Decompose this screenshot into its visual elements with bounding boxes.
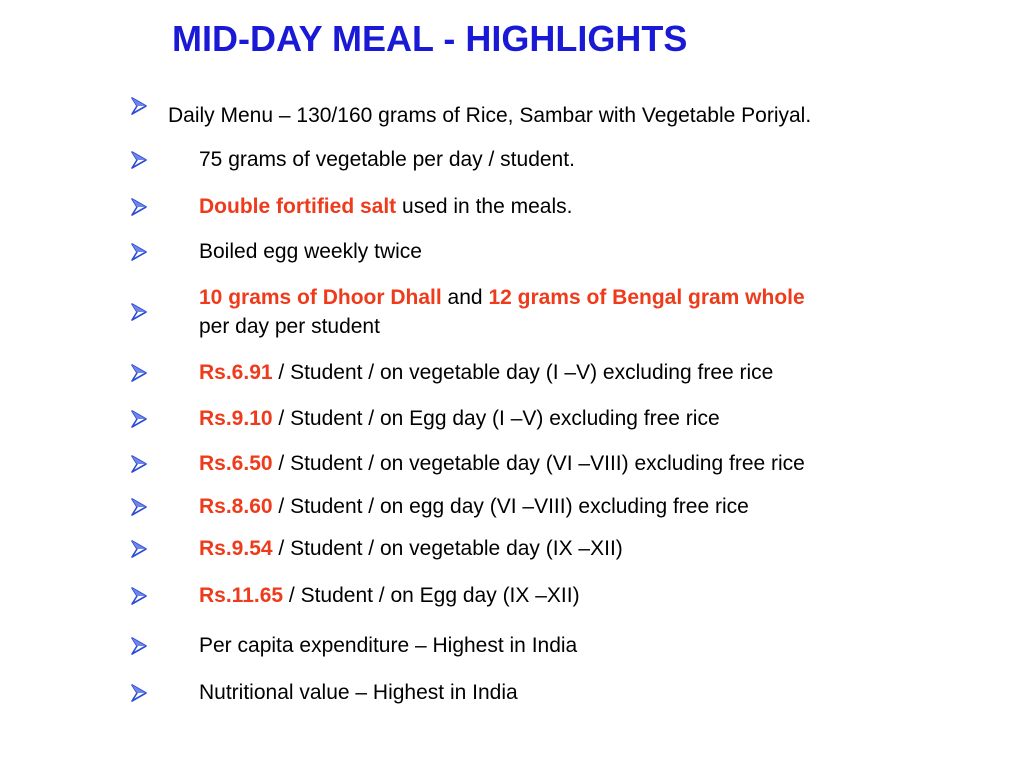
item-text: Nutritional value – Highest in India — [199, 681, 518, 704]
bullet-item — [199, 404, 720, 433]
highlight-text: Double fortified salt — [199, 195, 397, 218]
arrowhead-bullet-icon — [131, 364, 147, 382]
highlight-text: 10 grams of Dhoor Dhall — [199, 286, 442, 309]
arrowhead-bullet-icon — [131, 684, 147, 702]
item-text: / Student / on vegetable day (I –V) excluding free rice — [272, 361, 774, 384]
bullet-item — [168, 101, 811, 130]
item-text: / Student / on vegetable day (IX –XII) — [272, 537, 623, 560]
item-text: and — [441, 286, 489, 309]
item-text: used in the meals. — [396, 195, 573, 218]
arrowhead-bullet-icon — [131, 243, 147, 261]
item-text: / Student / on Egg day (IX –XII) — [283, 584, 580, 607]
bullet-item — [199, 631, 577, 660]
bullet-item — [199, 237, 422, 266]
bullet-item — [199, 145, 575, 174]
bullet-item — [199, 534, 623, 563]
highlight-text: Rs.9.54 — [199, 537, 273, 560]
arrowhead-bullet-icon — [131, 540, 147, 558]
arrowhead-bullet-icon — [131, 498, 147, 516]
item-text: / Student / on vegetable day (VI –VIII) excluding free rice — [272, 452, 805, 475]
arrowhead-bullet-icon — [131, 303, 147, 321]
highlight-text: Rs.9.10 — [199, 407, 273, 430]
bullet-item — [199, 283, 805, 341]
item-text: Daily Menu – 130/160 grams of Rice, Sambar with Vegetable Poriyal. — [168, 104, 812, 127]
bullet-item — [199, 192, 572, 221]
bullet-item — [199, 492, 749, 521]
arrowhead-bullet-icon — [131, 455, 147, 473]
item-text: / Student / on Egg day (I –V) excluding free rice — [272, 407, 720, 430]
item-text: 75 grams of vegetable per day / student. — [199, 148, 575, 171]
bullet-item — [199, 581, 580, 610]
arrowhead-bullet-icon — [131, 637, 147, 655]
slide-title: MID-DAY MEAL - HIGHLIGHTS — [172, 18, 688, 59]
arrowhead-bullet-icon — [131, 587, 147, 605]
highlight-text: Rs.6.91 — [199, 361, 273, 384]
highlight-text: Rs.6.50 — [199, 452, 273, 475]
arrowhead-bullet-icon — [131, 151, 147, 169]
bullet-item — [199, 449, 805, 478]
highlight-text: 12 grams of Bengal gram whole — [488, 286, 805, 309]
arrowhead-bullet-icon — [131, 97, 147, 115]
item-text-line2: per day per student — [199, 315, 380, 338]
item-text: Per capita expenditure – Highest in India — [199, 634, 578, 657]
arrowhead-bullet-icon — [131, 410, 147, 428]
bullet-item — [199, 358, 773, 387]
highlight-text: Rs.11.65 — [199, 584, 284, 607]
item-text: / Student / on egg day (VI –VIII) excluding free rice — [272, 495, 749, 518]
arrowhead-bullet-icon — [131, 198, 147, 216]
highlight-text: Rs.8.60 — [199, 495, 273, 518]
item-text: Boiled egg weekly twice — [199, 240, 422, 263]
bullet-item — [199, 678, 518, 707]
